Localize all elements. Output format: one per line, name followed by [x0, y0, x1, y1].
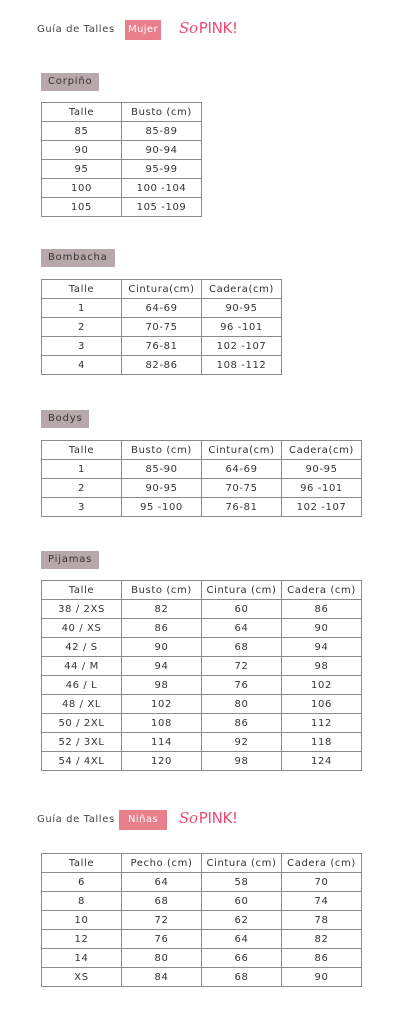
- table-cell: 46 / L: [42, 676, 122, 695]
- table-cell: 72: [202, 657, 282, 676]
- table-row: [42, 733, 362, 752]
- table-cell: 64: [202, 619, 282, 638]
- table-cell: 86: [202, 714, 282, 733]
- header-cell: Cintura (cm): [202, 854, 282, 873]
- table-cell: 96 -101: [282, 479, 362, 498]
- header-cell: Busto (cm): [122, 103, 202, 122]
- header-cell: Cadera (cm): [282, 581, 362, 600]
- table-cell: 86: [282, 949, 362, 968]
- table-cell: 95: [42, 160, 122, 179]
- table-cell: 54 / 4XL: [42, 752, 122, 771]
- table-cell: 92: [202, 733, 282, 752]
- table-cell: 58: [202, 873, 282, 892]
- table-cell: 80: [122, 949, 202, 968]
- table-cell: 100 -104: [122, 179, 202, 198]
- table-row: [42, 714, 362, 733]
- table-row: [42, 356, 282, 375]
- table-cell: XS: [42, 968, 122, 987]
- table-cell: 90: [282, 619, 362, 638]
- table-cell: 48 / XL: [42, 695, 122, 714]
- table-row: [42, 949, 362, 968]
- guia-de-talles-label: Guía de Talles: [37, 814, 115, 825]
- table-cell: 90-94: [122, 141, 202, 160]
- table-row: [42, 318, 282, 337]
- table-cell: 68: [122, 892, 202, 911]
- header-cell: Cintura(cm): [122, 280, 202, 299]
- table-row: [42, 619, 362, 638]
- table-header-row: [42, 581, 362, 600]
- table-row: [42, 676, 362, 695]
- section-title-corpino: Corpiño: [41, 73, 99, 91]
- table-cell: 64-69: [122, 299, 202, 318]
- table-row: [42, 337, 282, 356]
- guia-de-talles-label: Guía de Talles: [37, 24, 115, 35]
- table-cell: 102 -107: [282, 498, 362, 517]
- table-row: [42, 160, 202, 179]
- table-row: [42, 299, 282, 318]
- table-cell: 85-90: [122, 460, 202, 479]
- table-cell: 72: [122, 911, 202, 930]
- table-cell: 102: [122, 695, 202, 714]
- table-row: [42, 638, 362, 657]
- table-cell: 112: [282, 714, 362, 733]
- table-header-row: [42, 441, 362, 460]
- table-cell: 38 / 2XS: [42, 600, 122, 619]
- table-cell: 70: [282, 873, 362, 892]
- section-title-pijamas: Pijamas: [41, 551, 99, 569]
- table-cell: 108: [122, 714, 202, 733]
- table-cell: 85: [42, 122, 122, 141]
- header-cell: Talle: [42, 581, 122, 600]
- table-cell: 118: [282, 733, 362, 752]
- table-cell: 102: [282, 676, 362, 695]
- table-cell: 76-81: [202, 498, 282, 517]
- table-cell: 1: [42, 460, 122, 479]
- table-cell: 90-95: [202, 299, 282, 318]
- table-row: [42, 657, 362, 676]
- table-row: [42, 600, 362, 619]
- table-cell: 2: [42, 318, 122, 337]
- table-row: [42, 479, 362, 498]
- table-header-row: [42, 280, 282, 299]
- header-cell: Talle: [42, 854, 122, 873]
- header-cell: Cadera(cm): [202, 280, 282, 299]
- table-cell: 76-81: [122, 337, 202, 356]
- table-row: [42, 968, 362, 987]
- table-cell: 3: [42, 337, 122, 356]
- header-cell: Cintura(cm): [202, 441, 282, 460]
- table-cell: 108 -112: [202, 356, 282, 375]
- table-cell: 96 -101: [202, 318, 282, 337]
- table-cell: 90-95: [122, 479, 202, 498]
- table-header-row: [42, 103, 202, 122]
- table-cell: 52 / 3XL: [42, 733, 122, 752]
- table-row: [42, 179, 202, 198]
- so-pink-logo: SoPINK!: [179, 809, 238, 827]
- table-cell: 64: [202, 930, 282, 949]
- table-bodys: [41, 440, 362, 517]
- table-cell: 86: [122, 619, 202, 638]
- table-row: [42, 460, 362, 479]
- header-cell: Cintura (cm): [202, 581, 282, 600]
- table-cell: 98: [122, 676, 202, 695]
- table-cell: 82-86: [122, 356, 202, 375]
- so-pink-logo: SoPINK!: [179, 19, 238, 37]
- table-row: [42, 695, 362, 714]
- table-header-row: [42, 854, 362, 873]
- table-cell: 42 / S: [42, 638, 122, 657]
- table-cell: 95 -100: [122, 498, 202, 517]
- table-cell: 100: [42, 179, 122, 198]
- header-cell: Busto (cm): [122, 581, 202, 600]
- header-cell: Talle: [42, 441, 122, 460]
- header-mujer: [0, 20, 401, 42]
- table-cell: 66: [202, 949, 282, 968]
- table-cell: 64: [122, 873, 202, 892]
- table-cell: 6: [42, 873, 122, 892]
- table-cell: 2: [42, 479, 122, 498]
- table-cell: 90: [122, 638, 202, 657]
- table-cell: 3: [42, 498, 122, 517]
- section-title-bodys: Bodys: [41, 410, 89, 428]
- table-cell: 106: [282, 695, 362, 714]
- table-row: [42, 198, 202, 217]
- section-title-bombacha: Bombacha: [41, 249, 115, 267]
- table-cell: 105: [42, 198, 122, 217]
- table-cell: 68: [202, 968, 282, 987]
- table-cell: 82: [282, 930, 362, 949]
- table-cell: 10: [42, 911, 122, 930]
- table-cell: 86: [282, 600, 362, 619]
- table-cell: 85-89: [122, 122, 202, 141]
- table-cell: 78: [282, 911, 362, 930]
- table-cell: 90: [282, 968, 362, 987]
- badge-ninas: Niñas: [119, 810, 167, 830]
- table-cell: 64-69: [202, 460, 282, 479]
- table-cell: 40 / XS: [42, 619, 122, 638]
- table-cell: 62: [202, 911, 282, 930]
- table-cell: 70-75: [202, 479, 282, 498]
- table-row: [42, 122, 202, 141]
- table-cell: 94: [282, 638, 362, 657]
- table-row: [42, 873, 362, 892]
- table-cell: 50 / 2XL: [42, 714, 122, 733]
- table-cell: 98: [202, 752, 282, 771]
- table-cell: 114: [122, 733, 202, 752]
- table-cell: 94: [122, 657, 202, 676]
- table-row: [42, 930, 362, 949]
- table-cell: 82: [122, 600, 202, 619]
- header-cell: Talle: [42, 103, 122, 122]
- table-row: [42, 141, 202, 160]
- header-cell: Pecho (cm): [122, 854, 202, 873]
- table-row: [42, 892, 362, 911]
- table-cell: 60: [202, 600, 282, 619]
- table-cell: 105 -109: [122, 198, 202, 217]
- table-cell: 124: [282, 752, 362, 771]
- header-cell: Busto (cm): [122, 441, 202, 460]
- header-cell: Cadera(cm): [282, 441, 362, 460]
- table-cell: 84: [122, 968, 202, 987]
- table-cell: 1: [42, 299, 122, 318]
- table-row: [42, 498, 362, 517]
- table-cell: 76: [202, 676, 282, 695]
- table-cell: 60: [202, 892, 282, 911]
- table-cell: 76: [122, 930, 202, 949]
- table-cell: 12: [42, 930, 122, 949]
- table-cell: 80: [202, 695, 282, 714]
- table-cell: 70-75: [122, 318, 202, 337]
- table-pijamas: [41, 580, 362, 771]
- table-cell: 98: [282, 657, 362, 676]
- table-cell: 120: [122, 752, 202, 771]
- table-bombacha: [41, 279, 282, 375]
- table-cell: 14: [42, 949, 122, 968]
- table-row: [42, 911, 362, 930]
- table-cell: 4: [42, 356, 122, 375]
- header-ninas: [0, 810, 401, 832]
- table-ninas: [41, 853, 362, 987]
- table-row: [42, 752, 362, 771]
- table-cell: 68: [202, 638, 282, 657]
- table-cell: 90: [42, 141, 122, 160]
- badge-mujer: Mujer: [125, 20, 161, 40]
- table-cell: 102 -107: [202, 337, 282, 356]
- table-cell: 95-99: [122, 160, 202, 179]
- table-cell: 74: [282, 892, 362, 911]
- table-corpino: [41, 102, 202, 217]
- table-cell: 44 / M: [42, 657, 122, 676]
- table-cell: 90-95: [282, 460, 362, 479]
- header-cell: Cadera (cm): [282, 854, 362, 873]
- header-cell: Talle: [42, 280, 122, 299]
- table-cell: 8: [42, 892, 122, 911]
